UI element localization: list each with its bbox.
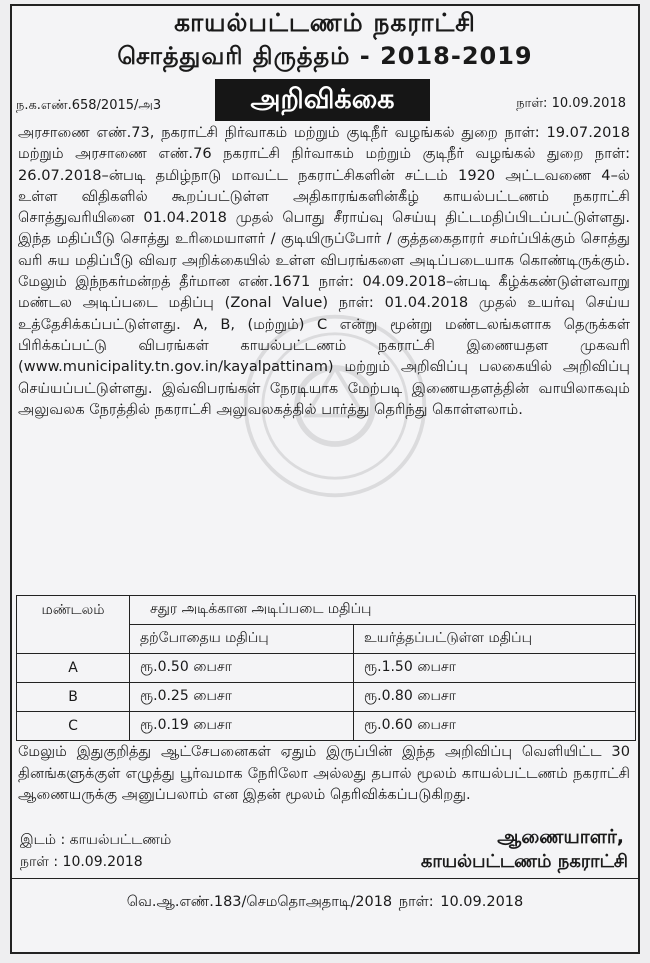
revised-value-cell: ரூ.0.60 பைசா xyxy=(354,712,636,741)
notice-panel xyxy=(10,4,640,954)
publication-reference-footer: வெ.ஆ.எண்.183/செமதொஅதாடி/2018 நாள்: 10.09.2018 xyxy=(126,894,524,910)
zonal-value-table xyxy=(16,595,636,741)
objection-notice-text: மேலும் இதுகுறித்து ஆட்சேபனைகள் ஏதும் இருப்பின் இந்த அறிவிப்பு வெளியிட்ட 30 தினங்களுக்குள் எழுத்து பூர்வமாக நேரிலோ அல்லது தபால் மூலம் காயல்பட்டணம் நகராட்சி ஆணையருக்கு அனுப்பலாம் என இதன் மூலம் தெரிவிக்கப்படுகிறது. xyxy=(18,743,630,803)
signatory-organization: காயல்பட்டணம் நகராட்சி xyxy=(420,851,628,872)
revised-value-header: உயர்த்தப்பட்டுள்ள மதிப்பு xyxy=(354,625,636,654)
notice-subtitle: சொத்துவரி திருத்தம் - 2018-2019 xyxy=(117,42,533,70)
place-line: இடம் : காயல்பட்டணம் xyxy=(20,832,172,848)
current-value-header: தற்போதைய மதிப்பு xyxy=(130,625,354,654)
current-value-cell: ரூ.0.50 பைசா xyxy=(130,654,354,683)
table-header-row xyxy=(17,596,636,625)
notice-date: நாள்: 10.09.2018 xyxy=(516,96,626,111)
footer-divider xyxy=(12,878,638,879)
reference-number: ந.க.எண்.658/2015/அ3 xyxy=(16,98,162,113)
zone-cell: B xyxy=(17,683,130,712)
table-row xyxy=(17,654,636,683)
table-row xyxy=(17,712,636,741)
signatory-title: ஆணையாளர், xyxy=(497,826,624,848)
table-row xyxy=(17,683,636,712)
revised-value-cell: ரூ.0.80 பைசா xyxy=(354,683,636,712)
signing-date-line: நாள் : 10.09.2018 xyxy=(20,854,143,870)
municipality-title: காயல்பட்டணம் நகராட்சி xyxy=(174,8,476,37)
notice-body-text: அரசாணை எண்.73, நகராட்சி நிர்வாகம் மற்றும் குடிநீர் வழங்கல் துறை நாள்: 19.07.2018 மற்றும் அரசாணை எண்.76 நகராட்சி நிர்வாகம் மற்றும் குடிநீர் வழங்கல் துறை நாள்: 26.07.2018–ன்படி தமிழ்நாடு மாவட்ட நகராட்சிகளின் சட்டம் 1920 அட்டவணை 4–ல் உள்ள விதிகளில் கூறப்பட்டுள்ள அதிகாரங்களின்கீழ் காயல்பட்டணம் நகராட்சி சொத்துவரியினை 01.04.2018 முதல் பொது சீராய்வு செய்யு திட்டமதிப்பிடப்பட்டுள்ளது. இந்த மதிப்பீடு சொத்து உரிமையாளர் / குடியிருப்போர் / குத்தகைதாரர் சமர்ப்பிக்கும் சொத்து வரி சுய மதிப்பீடு விவர அறிக்கையில் உள்ள விபரங்களை அடிப்படையாக கொண்டிருக்கும். மேலும் இந்நகர்மன்றத் தீர்மான எண்.1671 நாள்: 04.09.2018–ன்படி கீழ்க்கண்டுள்ளவாறு மண்டல அடிப்படை மதிப்பு (Zonal Value) நாள்: 01.04.2018 முதல் உயர்வு செய்ய உத்தேசிக்கப்பட்டுள்ளது. A, B, (மற்றும்) C என்று மூன்று மண்டலங்களாக தெருக்கள் பிரிக்கப்பட்டு விபரங்கள் காயல்பட்டணம் நகராட்சி இணையதள முகவரி (www.municipality.tn.gov.in/kayalpattinam) மற்றும் அறிவிப்பு பலகையில் அறிவிப்பு செய்யப்பட்டுள்ளது. இவ்விபரங்கள் நேரடியாக மேற்படி இணையதளத்தின் வாயிலாகவும் அலுவலக நேரத்தில் நகராட்சி அலுவலகத்தில் பார்த்து தெரிந்து கொள்ளலாம். xyxy=(18,124,630,418)
base-value-group-header: சதுர அடிக்கான அடிப்படை மதிப்பு xyxy=(130,596,636,625)
current-value-cell: ரூ.0.25 பைசா xyxy=(130,683,354,712)
revised-value-cell: ரூ.1.50 பைசா xyxy=(354,654,636,683)
notice-banner: அறிவிக்கை xyxy=(215,79,430,121)
zone-cell: A xyxy=(17,654,130,683)
zone-cell: C xyxy=(17,712,130,741)
zone-column-header: மண்டலம் xyxy=(17,596,130,654)
current-value-cell: ரூ.0.19 பைசா xyxy=(130,712,354,741)
